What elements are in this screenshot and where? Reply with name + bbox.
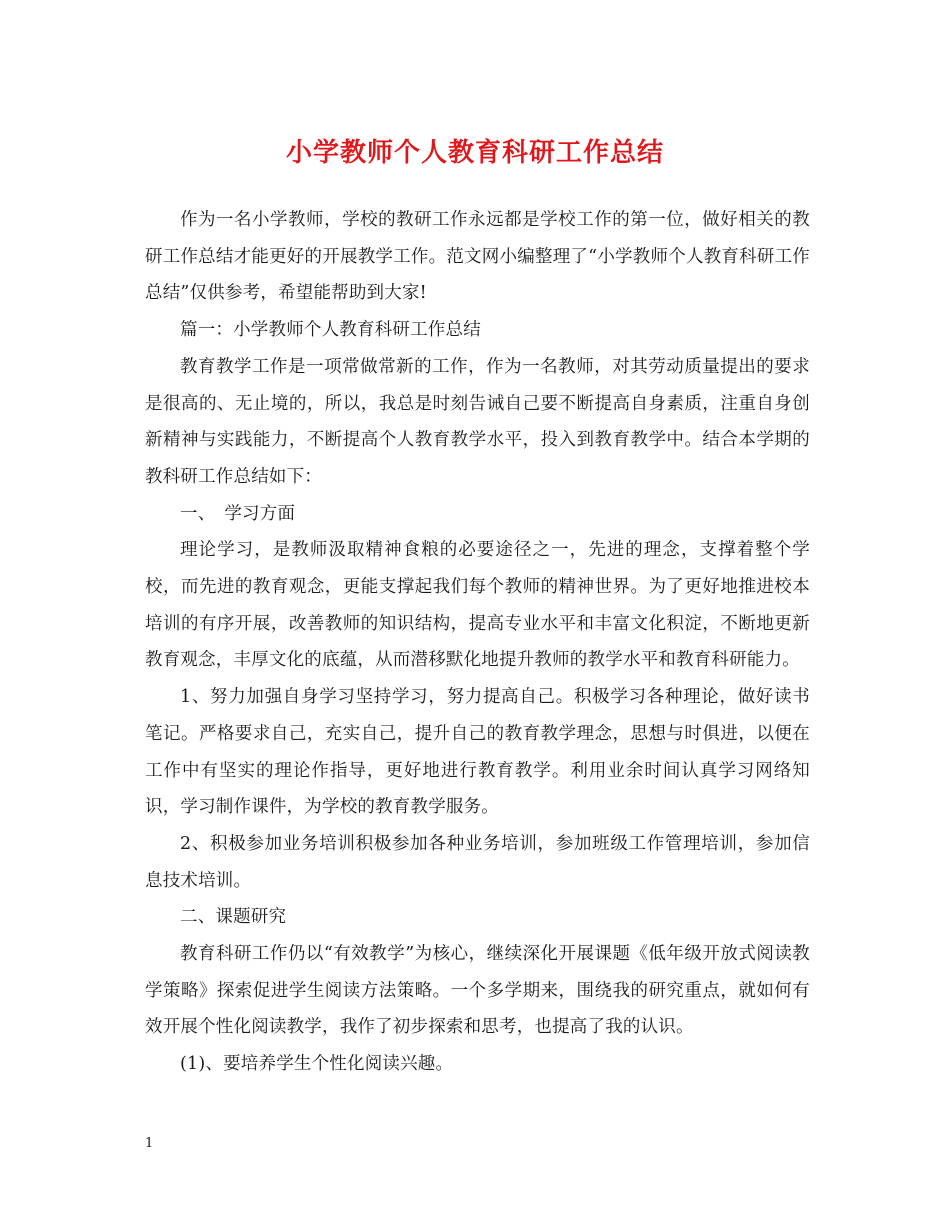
document-body	[145, 202, 810, 1083]
document-title: 小学教师个人教育科研工作总结	[285, 138, 664, 168]
paragraph-item-1: 1、努力加强自身学习坚持学习，努力提高自己。积极学习各种理论，做好读书笔记。严格要求自己，充实自己，提升自己的教育教学理念，思想与时俱进，以便在工作中有坚实的理论作指导，更好地进行教育教学。利用业余时间认真学习网络知识，学习制作课件，为学校的教育教学服务。	[145, 687, 810, 818]
paragraph-teaching-work: 教育教学工作是一项常做常新的工作，作为一名教师，对其劳动质量提出的要求是很高的、无止境的，所以，我总是时刻告诫自己要不断提高自身素质，注重自身创新精神与实践能力，不断提高个人教育教学水平，投入到教育教学中。结合本学期的教科研工作总结如下：	[145, 356, 810, 487]
paragraph-item-2: 2、积极参加业务培训积极参加各种业务培训，参加班级工作管理培训，参加信息技术培训。	[145, 833, 810, 891]
page-number: 1	[145, 1136, 154, 1151]
paragraph-heading-part-one: 篇一：小学教师个人教育科研工作总结	[180, 320, 481, 341]
paragraph-theory-study: 理论学习，是教师汲取精神食粮的必要途径之一，先进的理念，支撑着整个学校，而先进的教育观念，更能支撑起我们每个教师的精神世界。为了更好地推进校本培训的有序开展，改善教师的知识结构，提高专业水平和丰富文化积淀，不断地更新教育观念，丰厚文化的底蕴，从而潜移默化地提升教师的教学水平和教育科研能力。	[145, 540, 810, 671]
paragraph-intro: 作为一名小学教师，学校的教研工作永远都是学校工作的第一位，做好相关的教研工作总结才能更好的开展教学工作。范文网小编整理了“小学教师个人教育科研工作总结”仅供参考，希望能帮助到大家!	[145, 210, 810, 304]
paragraph-heading-research: 二、课题研究	[180, 907, 287, 928]
paragraph-subitem-1: (1)、要培养学生个性化阅读兴趣。	[180, 1054, 454, 1075]
paragraph-heading-study: 一、 学习方面	[180, 503, 296, 524]
paragraph-research: 教育科研工作仍以“有效教学”为核心，继续深化开展课题《低年级开放式阅读教学策略》探索促进学生阅读方法策略。一个多学期来，围绕我的研究重点，就如何有效开展个性化阅读教学，我作了初步探索和思考，也提高了我的认识。	[145, 944, 810, 1038]
